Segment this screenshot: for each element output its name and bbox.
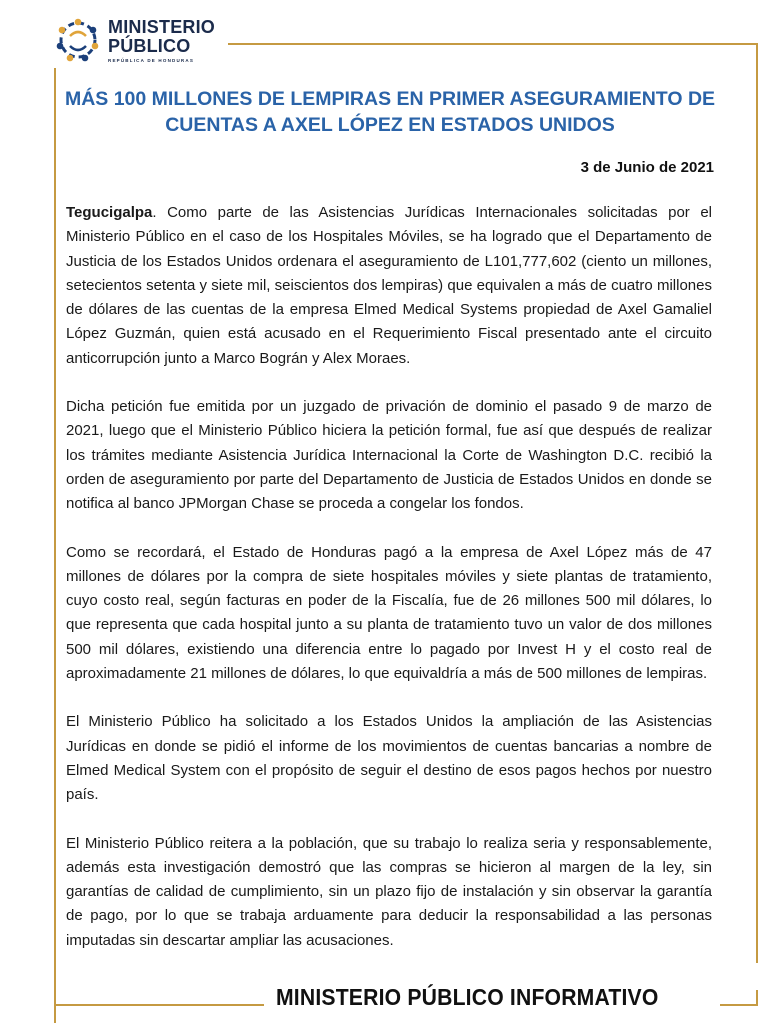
paragraph-5: El Ministerio Público reitera a la población, que su trabajo lo realiza seria y responsablemente, además esta investigación demostró que las compras se hicieron al margen de la ley, sin garantías de calidad de cumplimiento, sin un plazo fijo de instalación y sin observar la garantía de pago, por lo que se trabaja arduamente para deducir la responsabilidad a las personas imputadas sin descartar ampliar las acusaciones.: [66, 834, 712, 949]
paragraph-1-text: . Como parte de las Asistencias Jurídicas Internacionales solicitadas por el Ministerio Público en el caso de los Hospitales Móviles, se ha logrado que el Departamento de Justicia de los Estados Unidos ordenara el aseguramiento de L101,777,602 (ciento un millones, setecientos setenta y siete mil, seiscientos dos lempiras) que equivalen a más de cuatro millones de dólares de las cuentas de la empresa Elmed Medical Systems propiedad de Axel Gamaliel López Guzmán, quien está acusado en el Requerimiento Fiscal presentado ante el circuito anticorrupción junto a Marco Bográn y Alex Moraes.: [66, 204, 712, 367]
logo-line-1: MINISTERIO: [108, 16, 216, 37]
logo-line-2: PÚBLICO: [108, 35, 191, 56]
frame-bottom-border: [54, 1004, 264, 1006]
paragraph-3: Como se recordará, el Estado de Honduras pagó a la empresa de Axel López más de 47 millones de dólares por la compra de siete hospitales móviles y siete plantas de tratamiento, cuyo costo real, según facturas en poder de la Fiscalía, fue de 26 millones 500 mil dólares, lo que representa que cada hospital junto a su planta de tratamiento tuvo un valor de dos millones 500 mil dólares, existiendo una diferencia entre lo pagado por Invest H y el costo real de aproximadamente 21 millones de dólares, lo que equivaldría a más de 500 millones de lempiras.: [66, 543, 712, 683]
frame-right-border: [756, 43, 758, 963]
press-release-date: 3 de Junio de 2021: [580, 159, 714, 176]
frame-bottom-right-border: [720, 1004, 758, 1006]
ministerio-publico-logo: [52, 14, 223, 66]
frame-right-low-border: [756, 990, 758, 1006]
footer-title: MINISTERIO PÚBLICO INFORMATIVO: [276, 984, 659, 1010]
press-release-body: [66, 201, 712, 977]
frame-left-border: [54, 68, 56, 1023]
paragraph-4: El Ministerio Público ha solicitado a los Estados Unidos la ampliación de las Asistencias Jurídicas en donde se pidió el informe de los movimientos de cuentas bancarias a nombre de Elmed Medical System con el propósito de seguir el destino de esos pagos hechos por nuestro país.: [66, 713, 712, 804]
logo-subtitle: REPÚBLICA DE HONDURAS: [108, 57, 195, 63]
paragraph-1: [66, 201, 712, 371]
frame-top-border: [228, 43, 758, 45]
dateline-city: Tegucigalpa: [66, 204, 153, 221]
press-release-headline: MÁS 100 MILLONES DE LEMPIRAS EN PRIMER ASEGURAMIENTO DE CUENTAS A AXEL LÓPEZ EN ESTADOS UNIDOS: [64, 88, 716, 136]
paragraph-2: Dicha petición fue emitida por un juzgado de privación de dominio el pasado 9 de marzo de 2021, luego que el Ministerio Público hiciera la petición formal, fue así que después de realizar los trámites mediante Asistencia Jurídica Internacional la Corte de Washington D.C. recibió la orden de aseguramiento por parte del Departamento de Justicia de Estados Unidos en donde se notifica al banco JPMorgan Chase se proceda a congelar los fondos.: [66, 398, 712, 513]
ministerio-logo-icon: [52, 14, 104, 66]
